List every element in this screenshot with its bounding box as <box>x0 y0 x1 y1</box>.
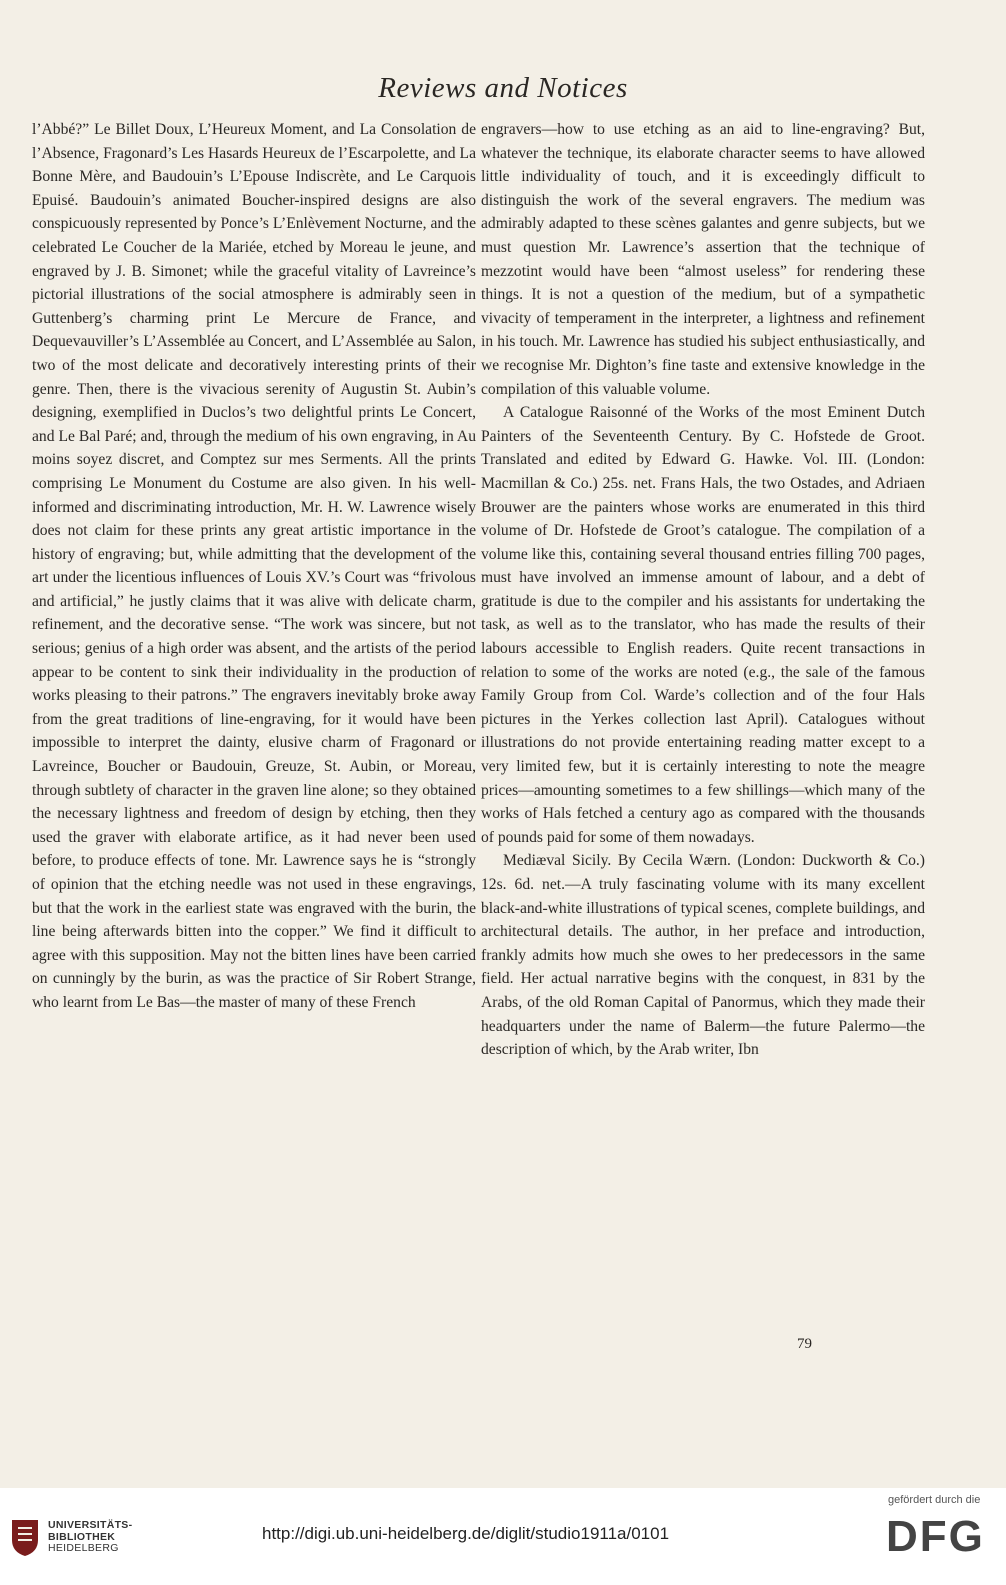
dfg-logo: DFG <box>886 1512 985 1561</box>
library-shield-icon <box>10 1518 40 1558</box>
library-name-line3: HEIDELBERG <box>48 1542 119 1554</box>
review-paragraph-2: A Catalogue Raisonné of the Works of the most Eminent Dutch Painters of the Seventeenth Century. By C. Hofstede de Groot. Translated and edited by Edward G. Hawke. Vol. III. (London: Macmillan & Co.) 25s. net. Frans Hals, the two Ostades, and Adriaen Brouwer are the painters whose works are enumerated in this third volume of Dr. Hofstede de Groot’s catalogue. The compilation of a volume like this, containing several thousand entries filling 700 pages, must have involved an immense amount of labour, and a debt of gratitude is due to the compiler and his assistants for undertaking the task, as well as to the translator, who has made the results of their labours accessible to English readers. Quite recent transactions in relation to some of the works are noted (e.g., the sale of the famous Family Group from Col. Warde’s collection and of the four Hals pictures in the Yerkes collection last April). Catalogues without illustrations do not provide entertaining reading matter except to a very limited few, but it is certainly interesting to note the meagre prices—amounting sometimes to a few shillings—which many of the works of Hals fetched a century ago as compared with the thousands of pounds paid for some of them nowadays. <box>481 404 925 846</box>
right-column <box>481 118 925 1062</box>
source-url-link[interactable]: http://digi.ub.uni-heidelberg.de/diglit/studio1911a/0101 <box>262 1524 670 1543</box>
page-number: 79 <box>797 1336 812 1352</box>
funder-label: gefördert durch die <box>888 1494 981 1506</box>
running-title: Reviews and Notices <box>378 72 628 104</box>
left-column <box>32 118 476 1015</box>
library-name-line1: UNIVERSITÄTS- <box>48 1519 133 1531</box>
review-paragraph-3: Mediæval Sicily. By Cecila Wærn. (London: Duckworth & Co.) 12s. 6d. net.—A truly fascinating volume with its many excellent black-and-white illustrations of typical scenes, complete buildings, and architectural details. The author, in her preface and introduction, frankly admits how much she owes to her predecessors in the same field. Her actual narrative begins with the conquest, in 831 by the Arabs, of the old Roman Capital of Panormus, which they made their headquarters under the name of Balerm—the future Palermo—the description of which, by the Arab writer, Ibn <box>481 852 925 1059</box>
left-column-text: l’Abbé?” Le Billet Doux, L’Heureux Moment, and La Consolation de l’Absence, Fragonard’s Les Hasards Heureux de l’Escarpolette, and La Bonne Mère, and Baudouin’s L’Epouse Indiscrète, and Le Carquois Epuisé. Baudouin’s animated Boucher-inspired designs are also conspicuously represented by Ponce’s L’Enlèvement Nocturne, and the celebrated Le Coucher de la Mariée, etched by Moreau le jeune, and engraved by J. B. Simonet; while the graceful vitality of Lavreince’s pictorial illustrations of the social atmosphere is admirably seen in Guttenberg’s charming print Le Mercure de France, and Dequevauviller’s L’Assemblée au Concert, and L’Assemblée au Salon, two of the most delicate and decoratively interesting prints of their genre. Then, there is the vivacious serenity of Augustin St. Aubin’s designing, exemplified in Duclos’s two delightful prints Le Concert, and Le Bal Paré; and, through the medium of his own engraving, in Au moins soyez discret, and Comptez sur mes Serments. All the prints comprising Le Monument du Costume are also given. In his well-informed and discriminating introduction, Mr. H. W. Lawrence wisely does not claim for these prints any great artistic importance in the history of engraving; but, while admitting that the development of the art under the licentious influences of Louis XV.’s Court was “frivolous and artificial,” he justly claims that it was alive with delicate charm, refinement, and the decorative sense. “The work was sincere, but not serious; genius of a high order was absent, and the artists of the period appear to be content to sink their individuality in the production of works pleasing to their patrons.” The engravers inevitably broke away from the great traditions of line-engraving, for it would have been impossible to interpret the dainty, elusive charm of Fragonard or Lavreince, Boucher or Baudouin, Greuze, St. Aubin, or Moreau, through subtlety of character in the graven line alone; so they obtained the necessary lightness and freedom of design by etching, then they used the graver with elaborate artifice, as it had never been used before, to produce effects of tone. Mr. Lawrence says he is “strongly of opinion that the etching needle was not used in these engravings, but that the work in the earliest state was engraved with the burin, the line being afterwards bitten into the copper.” We find it difficult to agree with this supposition. May not the bitten lines have been carried on cunningly by the burin, as was the practice of Sir Robert Strange, who learnt from Le Bas—the master of many of these French <box>32 121 476 1011</box>
library-name <box>48 1520 132 1555</box>
review-paragraph-1: engravers—how to use etching as an aid to line-engraving? But, whatever the technique, its elaborate character seems to have allowed little individuality of touch, and it is exceedingly difficult to distinguish the work of the several engravers. The medium was admirably adapted to these scènes galantes and genre subjects, but we must question Mr. Lawrence’s assertion that the technique of mezzotint would have been “almost useless” for rendering these things. It is not a question of the medium, but of a sympathetic vivacity of temperament in the interpreter, a lightness and refinement in his touch. Mr. Lawrence has studied his subject enthusiastically, and we recognise Mr. Dighton’s fine taste and extensive knowledge in the compilation of this valuable volume. <box>481 121 925 398</box>
library-name-line2: BIBLIOTHEK <box>48 1530 116 1543</box>
digitization-footer <box>0 1488 1006 1585</box>
